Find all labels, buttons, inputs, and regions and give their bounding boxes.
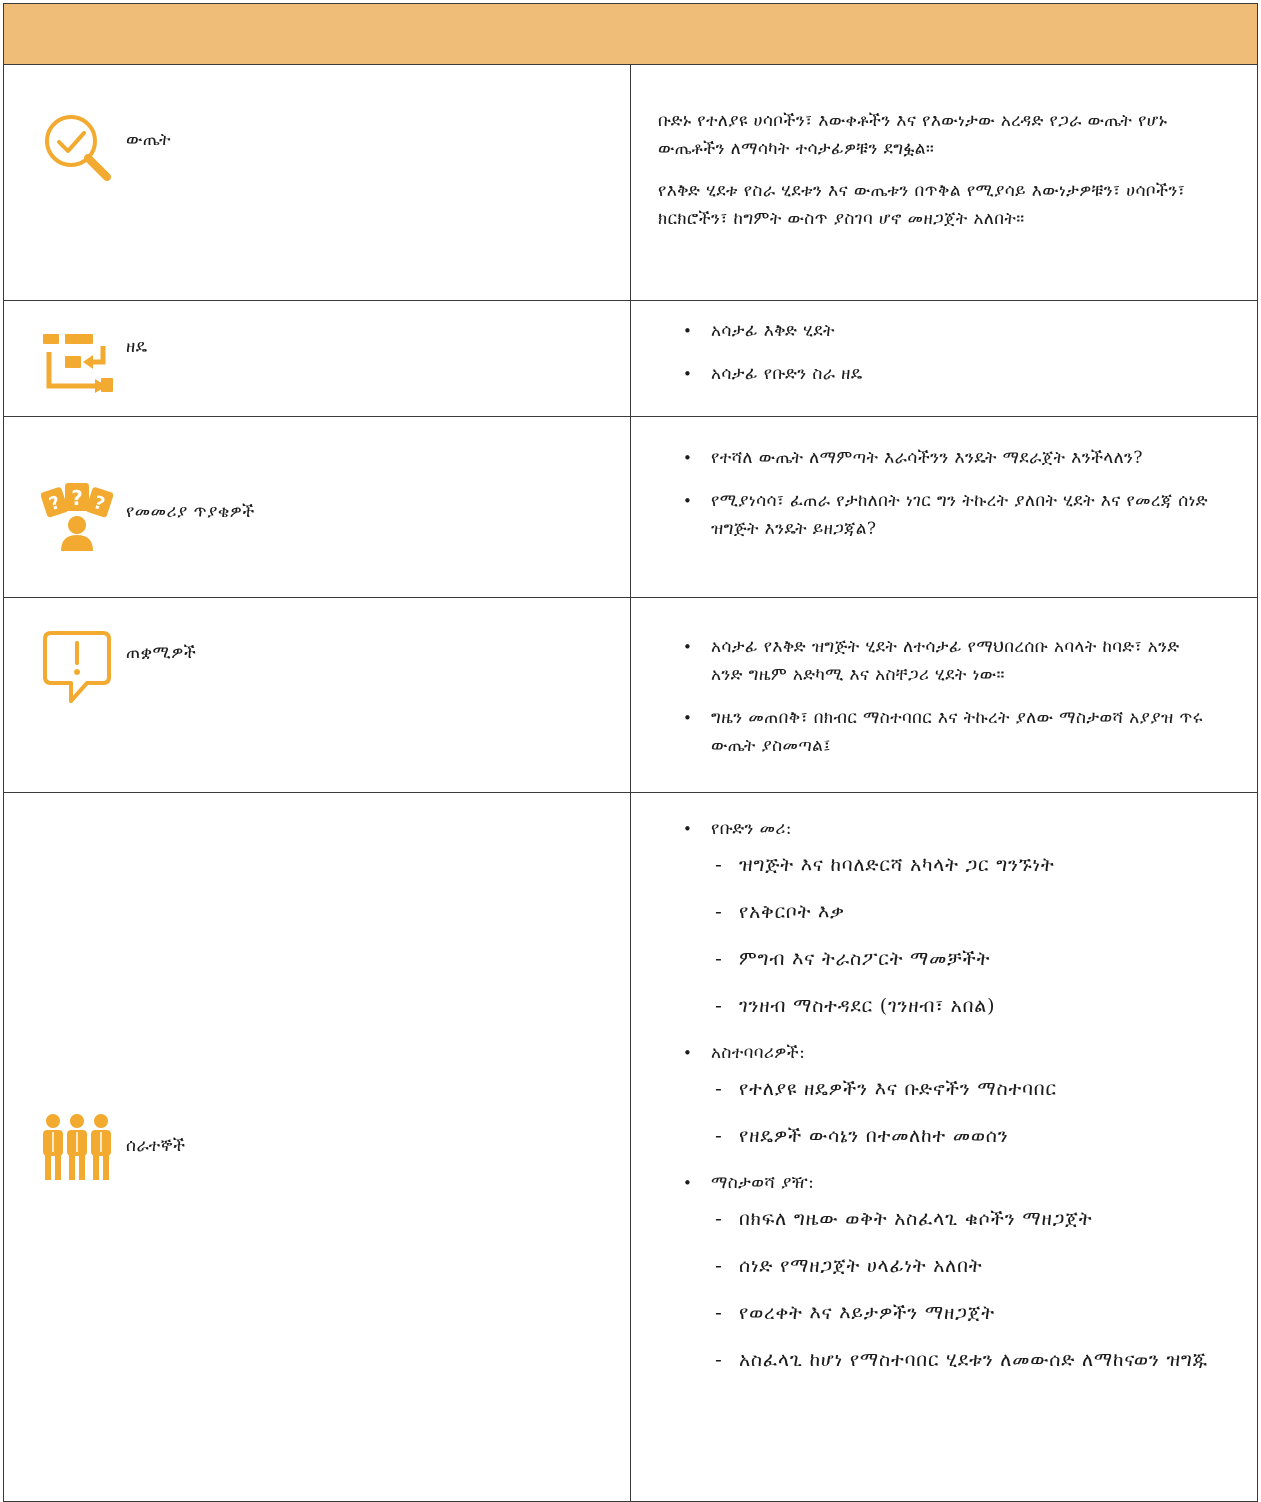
person-questions-icon xyxy=(38,477,116,555)
process-flow-icon xyxy=(38,323,116,401)
team-people-icon xyxy=(38,1108,116,1186)
row-staff xyxy=(4,793,1258,1502)
duty-item: - የወረቀት እና እይታዎችን ማዘጋጀት xyxy=(711,1299,1217,1327)
staff-group-title: የቡድን መሪ: xyxy=(711,819,792,839)
row-method-label: ዘዴ xyxy=(126,337,148,357)
duty-item: - የዘዴዎች ውሳኔን በተመለከተ መወሰን xyxy=(711,1122,1217,1150)
row-questions-content-cell xyxy=(631,417,1258,598)
staff-group xyxy=(631,1169,1217,1374)
staff-duties xyxy=(711,851,1217,1020)
staff-group-title: ማስታወሻ ያዥ: xyxy=(711,1173,815,1193)
duty-item: - የአቅርቦት እቃ xyxy=(711,898,1217,926)
question-item: • የሚያነሳሳ፣ ፈጠራ የታከለበት ነገር ግን ትኩረት ያለበት ሂደት እና የመረጃ ሰነድ ዝግጅት እንዴት ይዘጋጃል? xyxy=(631,487,1217,543)
row-tips xyxy=(4,598,1258,793)
outcome-paragraph: ቡድኑ የተለያዩ ሀሳቦችን፣ እውቀቶችን እና የእውነታው አረዳድ የጋራ ውጤት የሆኑ ውጤቶችን ለማሳካት ተሳታፊዎቹን ደግፏል። xyxy=(658,111,1168,159)
tip-item: • አሳታፊ የእቅድ ዝግጅት ሂደት ለተሳታፊ የማህበረሰቡ አባላት ከባድ፣ አንድ አንድ ግዜም አድካሚ እና አስቸጋሪ ሂደት ነው። xyxy=(631,633,1217,689)
row-outcome-label: ውጤት xyxy=(126,130,172,150)
magnifier-check-icon xyxy=(38,108,116,186)
row-staff-label-cell xyxy=(4,793,631,1502)
method-item: • አሳታፊ እቅድ ሂደት xyxy=(631,317,1217,345)
duty-item: - ሰነድ የማዘጋጀት ሀላፊነት አለበት xyxy=(711,1252,1217,1280)
row-method-label-cell xyxy=(4,301,631,417)
duty-item: - የተለያዩ ዘዴዎችን እና ቡድኖችን ማስተባበር xyxy=(711,1075,1217,1103)
outcome-paragraph: የእቅድ ሂደቱ የስራ ሂደቱን እና ውጤቱን በጥቅል የሚያሳይ እውነታዎቹን፣ ሀሳቦችን፣ ክርክሮችን፣ ከግምት ውስጥ ያስገባ ሆኖ መዘጋጀት አለበት። xyxy=(658,181,1186,229)
tip-item: • ግዜን መጠበቅ፣ በክብር ማስተባበር እና ትኩረት ያለው ማስታወሻ አያያዝ ጥሩ ውጤት ያስመጣል፤ xyxy=(631,704,1217,760)
row-tips-label-cell xyxy=(4,598,631,793)
row-outcome-content-cell xyxy=(631,65,1258,301)
row-tips-content-cell xyxy=(631,598,1258,793)
exclamation-bubble-icon xyxy=(38,628,116,706)
duty-item: - ገንዘብ ማስተዳደር (ገንዘብ፣ አበል) xyxy=(711,992,1217,1020)
staff-group xyxy=(631,1039,1217,1150)
row-staff-label: ሰራተኞች xyxy=(126,1136,186,1156)
header-cell xyxy=(4,4,1258,65)
duty-item: - ምግብ እና ትራስፖርት ማመቻችት xyxy=(711,945,1217,973)
staff-list xyxy=(631,815,1217,1374)
header-bar xyxy=(4,4,1258,65)
staff-group xyxy=(631,815,1217,1020)
row-questions-label-cell xyxy=(4,417,631,598)
row-staff-content-cell xyxy=(631,793,1258,1502)
staff-duties xyxy=(711,1075,1217,1150)
questions-list xyxy=(631,444,1217,543)
row-outcome-label-cell xyxy=(4,65,631,301)
svg-text:?: ? xyxy=(71,486,83,510)
staff-duties xyxy=(711,1205,1217,1374)
duty-item: - አስፈላጊ ከሆነ የማስተባበር ሂደቱን ለመውሰድ ለማከናወን ዝግጁ xyxy=(711,1346,1217,1374)
tips-list xyxy=(631,633,1217,760)
row-method xyxy=(4,301,1258,417)
staff-group-title: አስተባባሪዎች: xyxy=(711,1043,806,1063)
row-tips-label: ጠቋሚዎች xyxy=(126,643,197,663)
row-questions-label: የመመሪያ ጥያቄዎች xyxy=(126,502,255,522)
row-outcome xyxy=(4,65,1258,301)
question-item: • የተሻለ ውጤት ለማምጣት እራሳችንን እንዴት ማደራጀት እንችላለን? xyxy=(631,444,1217,472)
method-item: • አሳታፊ የቡድን ስራ ዘዴ xyxy=(631,360,1217,388)
duty-item: - ዝግጅት እና ከባለድርሻ አካላት ጋር ግንኙነት xyxy=(711,851,1217,879)
row-method-content-cell xyxy=(631,301,1258,417)
info-table xyxy=(3,3,1258,1502)
svg-text:?: ? xyxy=(90,492,108,516)
row-guiding-questions xyxy=(4,417,1258,598)
duty-item: - በክፍለ ግዜው ወቅት አስፈላጊ ቁሶችን ማዘጋጀት xyxy=(711,1205,1217,1233)
svg-text:?: ? xyxy=(46,492,64,516)
method-list xyxy=(631,317,1217,388)
